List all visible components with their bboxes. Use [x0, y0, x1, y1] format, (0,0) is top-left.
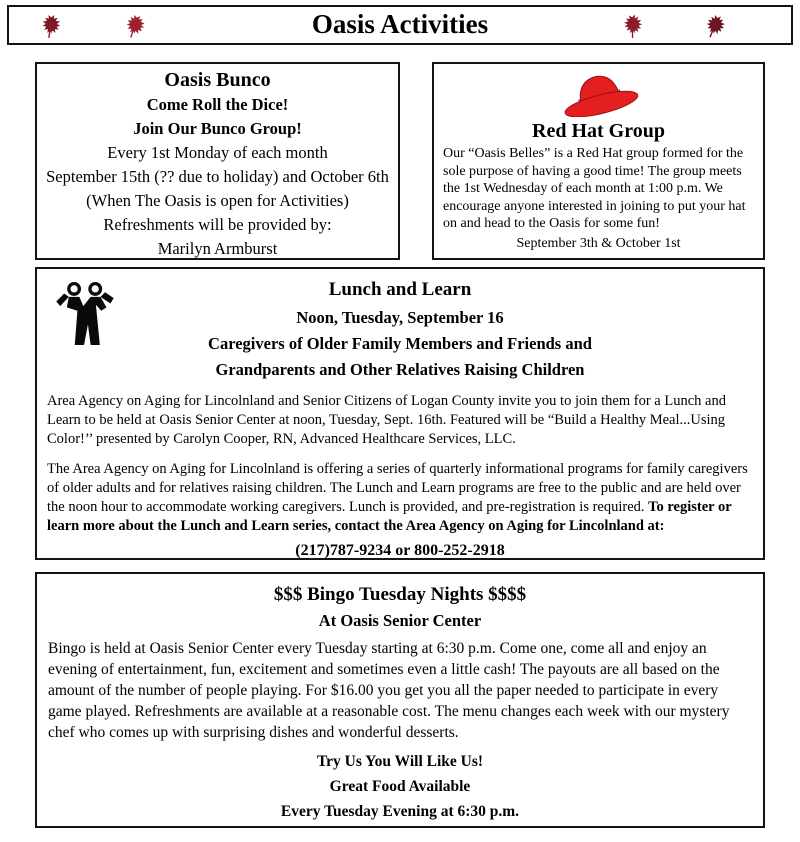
bunco-note-line: (When The Oasis is open for Activities): [86, 191, 349, 210]
red-hat-icon: [558, 69, 640, 117]
bunco-refreshments-line: Refreshments will be provided by:: [103, 215, 332, 234]
lunch-learn-phone-numbers: (217)787-9234 or 800-252-2918: [295, 542, 505, 559]
red-hat-section: [432, 62, 765, 260]
red-hat-dates: September 3th & October 1st: [516, 235, 681, 251]
bingo-description: Bingo is held at Oasis Senior Center every Tuesday starting at 6:30 p.m. Come one, come all and enjoy an evening of entertainment, fun, excitement and sometimes even a little cash! The payouts are all based on the amount of the number of people playing. For $16.00 you get you all the paper needed to participate in every game played. Refreshments are available at a reasonable cost. The menu changes each week with our mystery chef who comes up with surprising dishes and wonderful desserts.: [48, 640, 730, 741]
bunco-section: [35, 62, 400, 260]
bingo-title: $$$ Bingo Tuesday Nights $$$$: [273, 584, 527, 605]
bunco-dates-line: September 15th (?? due to holiday) and October 6th: [46, 167, 389, 186]
bunco-schedule-line: Every 1st Monday of each month: [107, 143, 328, 162]
lunch-learn-audience-line-2: Grandparents and Other Relatives Raising Children: [215, 360, 585, 379]
lunch-learn-paragraph-2-text: The Area Agency on Aging for Lincolnland is offering a series of quarterly informational programs for family caregivers of older adults and for relatives raising children. The Lunch and Learn programs are free to the public and are held over the noon hour to accommodate working caregivers. Lunch is provided, and pre-registration is required.: [47, 461, 748, 515]
lunch-learn-title: Lunch and Learn: [328, 279, 472, 300]
lunch-learn-datetime: Noon, Tuesday, September 16: [296, 308, 504, 327]
bunco-title: Oasis Bunco: [164, 69, 271, 91]
bingo-slogan-1: Try Us You Will Like Us!: [316, 753, 484, 770]
maple-leaf-icon: [39, 12, 61, 40]
maple-leaf-icon: [619, 11, 645, 42]
lunch-learn-register-note: To register or learn more about the Lunch and Learn series, contact the Area Agency on Aging for Lincolnland at:: [47, 499, 732, 534]
bingo-location: At Oasis Senior Center: [318, 611, 482, 630]
bunco-tagline-1: Come Roll the Dice!: [146, 95, 289, 114]
bunco-host-name: Marilyn Armburst: [157, 239, 278, 258]
caregivers-icon: [51, 281, 117, 347]
bingo-slogan-2: Great Food Available: [329, 778, 471, 795]
bingo-slogan-3: Every Tuesday Evening at 6:30 p.m.: [280, 803, 520, 820]
lunch-learn-paragraph-1: Area Agency on Aging for Lincolnland and Senior Citizens of Logan County invite you to join them for a Lunch and Learn to be held at Oasis Senior Center at noon, Tuesday, Sept. 16th. Featured will be “Build a Healthy Meal...Using Color!’’ presented by Carolyn Cooper, RN, Advanced Healthcare Services, LLC.: [47, 393, 726, 447]
lunch-learn-paragraph-2: [47, 460, 753, 536]
bunco-tagline-2: Join Our Bunco Group!: [133, 119, 302, 138]
lunch-learn-audience-line-1: Caregivers of Older Family Members and Friends and: [208, 334, 592, 353]
bingo-section: [35, 572, 765, 828]
lunch-and-learn-section: [35, 267, 765, 560]
red-hat-title: Red Hat Group: [532, 120, 665, 142]
masthead: [7, 5, 793, 45]
red-hat-description: Our “Oasis Belles” is a Red Hat group formed for the sole purpose of having a good time! The group meets the 1st Wednesday of each month at 1:00 p.m. We encourage anyone interested in joining to put your hat on and head to the Oasis for some fun!: [443, 146, 746, 231]
page-title: Oasis Activities: [311, 9, 489, 39]
